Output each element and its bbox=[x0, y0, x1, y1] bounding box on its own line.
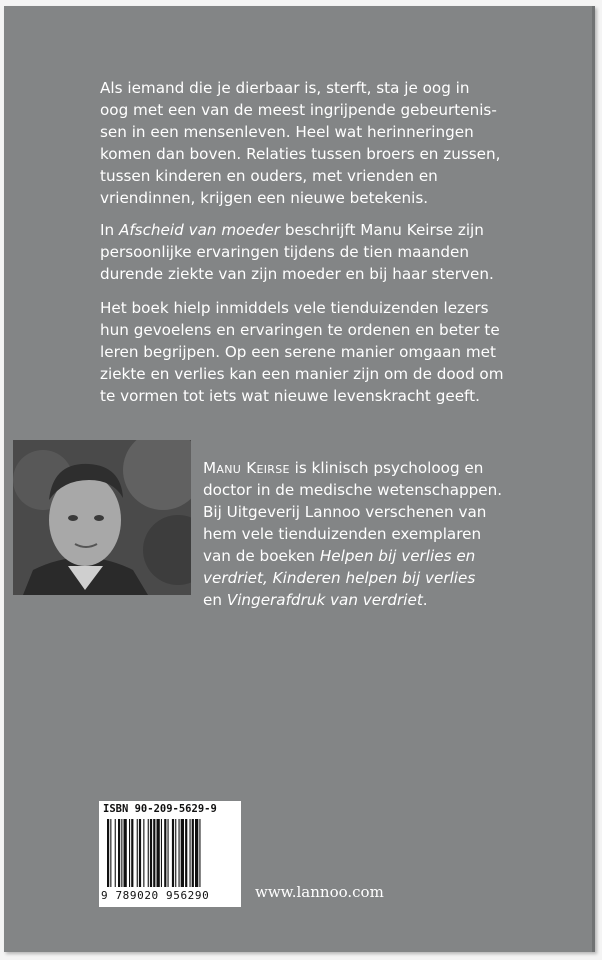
author-portrait-illustration bbox=[13, 440, 191, 595]
barcode-bar bbox=[199, 819, 200, 887]
barcode-bar bbox=[110, 819, 111, 887]
isbn-barcode bbox=[99, 801, 241, 907]
blurb-line: hun gevoelens en ervaringen te ordenen en beter te bbox=[100, 321, 500, 339]
blurb-line: Het boek hielp inmiddels vele tienduizenden lezers bbox=[100, 299, 489, 317]
barcode-bar bbox=[139, 819, 141, 887]
isbn-number: ISBN 90-209-5629-9 bbox=[103, 803, 217, 815]
blurb-line: durende ziekte van zijn moeder en bij haar sterven. bbox=[100, 265, 494, 283]
barcode-bar bbox=[150, 819, 152, 887]
barcode-bar bbox=[175, 819, 176, 887]
blurb-line: ziekte en verlies kan een manier zijn om de dood om bbox=[100, 365, 504, 383]
ean-number: 9 789020 956290 bbox=[101, 889, 210, 902]
barcode-bar bbox=[185, 819, 187, 887]
barcode-bar bbox=[131, 819, 133, 887]
barcode-bar bbox=[190, 819, 191, 887]
blurb-line: leren begrijpen. Op een serene manier omgaan met bbox=[100, 343, 496, 361]
blurb-line: sen in een mensenleven. Heel wat herinneringen bbox=[100, 123, 474, 141]
book-title: Afscheid van moeder bbox=[118, 221, 281, 239]
bio-text: en bbox=[203, 591, 227, 609]
barcode-bars bbox=[107, 819, 233, 887]
barcode-bar bbox=[153, 819, 155, 887]
blurb-text: beschrijft Manu Keirse zijn bbox=[280, 221, 484, 239]
barcode-bar bbox=[157, 819, 160, 887]
blurb-line: Als iemand die je dierbaar is, sterft, sta je oog in bbox=[100, 79, 470, 97]
barcode-bar bbox=[195, 819, 198, 887]
barcode-bar bbox=[118, 819, 120, 887]
blurb-line: vriendinnen, krijgen een nieuwe betekenis. bbox=[100, 189, 429, 207]
barcode-bar bbox=[107, 819, 109, 887]
publisher-website: www.lannoo.com bbox=[255, 883, 384, 901]
bio-text: is klinisch psycholoog en bbox=[289, 459, 484, 477]
barcode-bar bbox=[137, 819, 138, 887]
barcode-bar bbox=[192, 819, 194, 887]
barcode-bar bbox=[121, 819, 122, 887]
bio-text: van de boeken bbox=[203, 547, 320, 565]
bio-text: . bbox=[422, 591, 428, 609]
blurb-line: persoonlijke ervaringen tijdens de tien maanden bbox=[100, 243, 470, 261]
barcode-bar bbox=[129, 819, 130, 887]
barcode-bar bbox=[115, 819, 116, 887]
blurb-text: In bbox=[100, 221, 119, 239]
bio-line bbox=[203, 589, 583, 611]
barcode-bar bbox=[179, 819, 180, 887]
bio-line: Bij Uitgeverij Lannoo verschenen van bbox=[203, 503, 487, 521]
barcode-bar bbox=[164, 819, 166, 887]
book-title: Helpen bij verlies en bbox=[319, 547, 476, 565]
barcode-bar bbox=[181, 819, 184, 887]
bio-line bbox=[203, 545, 583, 567]
bio-line bbox=[203, 457, 583, 479]
blurb-paragraph-3 bbox=[100, 297, 540, 407]
bio-line: hem vele tienduizenden exemplaren bbox=[203, 525, 482, 543]
barcode-bar bbox=[161, 819, 162, 887]
blurb-line: komen dan boven. Relaties tussen broers en zussen, bbox=[100, 145, 501, 163]
blurb-paragraph-1 bbox=[100, 77, 540, 209]
book-title: verdriet, Kinderen helpen bij verlies bbox=[203, 569, 476, 587]
blurb-line: te vormen tot iets wat nieuwe levenskracht geeft. bbox=[100, 387, 480, 405]
barcode-bar bbox=[168, 819, 169, 887]
barcode-bar bbox=[143, 819, 144, 887]
barcode-bar bbox=[172, 819, 174, 887]
barcode-bar bbox=[124, 819, 127, 887]
blurb-line bbox=[100, 219, 540, 241]
book-back-cover bbox=[4, 6, 595, 952]
barcode-bar bbox=[148, 819, 149, 887]
bio-line bbox=[203, 567, 583, 589]
book-title: Vingerafdruk van verdriet bbox=[226, 591, 423, 609]
blurb-line: tussen kinderen en ouders, met vrienden en bbox=[100, 167, 438, 185]
author-photo bbox=[13, 440, 191, 595]
author-bio bbox=[203, 457, 583, 611]
bio-line: doctor in de medische wetenschappen. bbox=[203, 481, 503, 499]
blurb-line: oog met een van de meest ingrijpende gebeurtenis- bbox=[100, 101, 497, 119]
author-name: Manu Keirse bbox=[203, 459, 290, 477]
blurb-paragraph-2 bbox=[100, 219, 540, 285]
